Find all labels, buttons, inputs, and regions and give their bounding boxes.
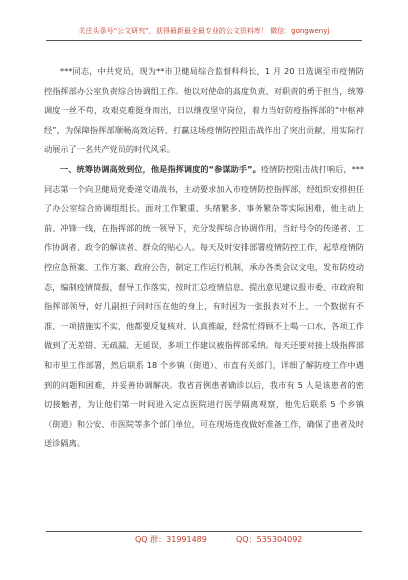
section-1-paragraph [44, 160, 364, 454]
footer-qq-contact: QQ：535304092 [236, 535, 303, 544]
intro-paragraph: ***同志，中共党员，现为**市卫健局综合监督科科长，1 月 20 日选调至市疫情防控指挥部办公室负责综合协调组工作。他以对使命的高度负责、对职责的勇于担当，统筹调度一丝不苟，攻艰克难挺身而出，日以继夜坚守岗位，着力当好防疫指挥部的“中枢神经”，为保障指挥部顺畅高效运转、打赢这场疫情防控阻击战作出了突出贡献，用实际行动展示了一名共产党员的时代风采。 [44, 66, 364, 155]
header-banner-text: 关注头条号“公文研究”，获得最新最全最专业的公文资料库！ 微信：gongwenyj [78, 27, 330, 35]
header-banner [0, 0, 408, 52]
footer-qq-group: QQ 群：31991489 [135, 535, 207, 544]
section-1-heading: 一、统筹协调高效到位，他是指挥调度的“参谋助手”。 [60, 163, 261, 174]
footer [0, 531, 408, 551]
footer-divider [46, 531, 362, 532]
document-body [44, 62, 364, 454]
header-divider [46, 40, 362, 41]
section-1-body: 疫情防控阻击战打响后，***同志第一个向卫健局党委递交请战书，主动要求加入市疫情防控指挥部，经组织安排担任了办公室综合协调组组长。面对工作繁重、头绪繁多、事务繁杂等实际困难，他主动上前、冲锋一线，在指挥部的统一领导下，充分发挥综合协调作用，当好号令的传递者、工作协调者、政令的解读者、群众的贴心人。每天及时安排部署疫情防控工作，起草疫情防控应急预案、工作方案、政府公告，制定工作运行机制，承办各类会议文电，发布防疫动态，编制疫情简报，督导工作落实，按时汇总疫情信息、提出意见建议报市委、市政府和指挥部领导，好几副担子同时压在他的身上，有时因为一张报表对不上、一个数据有不准、一项措施实不实，他都要反复核对、认真推敲，经常忙得顾不上喝一口水，各项工作做到了无差错、无疏漏、无延误，多项工作建议被指挥部采纳。每天还要对接上级指挥部和市里工作部署，然后联系 18 个乡镇（街道）、市直有关部门，详细了解防疫工作中遇到的问题和困难，并妥善协调解决。我省首例患者确诊以后，我市有 5 人是该患者的密切接触者，为让他们第一时间进入定点医院进行医学隔离观察，他先后联系 5 个乡镇（街道）和公安、市医院等多个部门单位，可在现场连夜做好准备工作，确保了患者及时送诊隔离。 [44, 163, 364, 449]
